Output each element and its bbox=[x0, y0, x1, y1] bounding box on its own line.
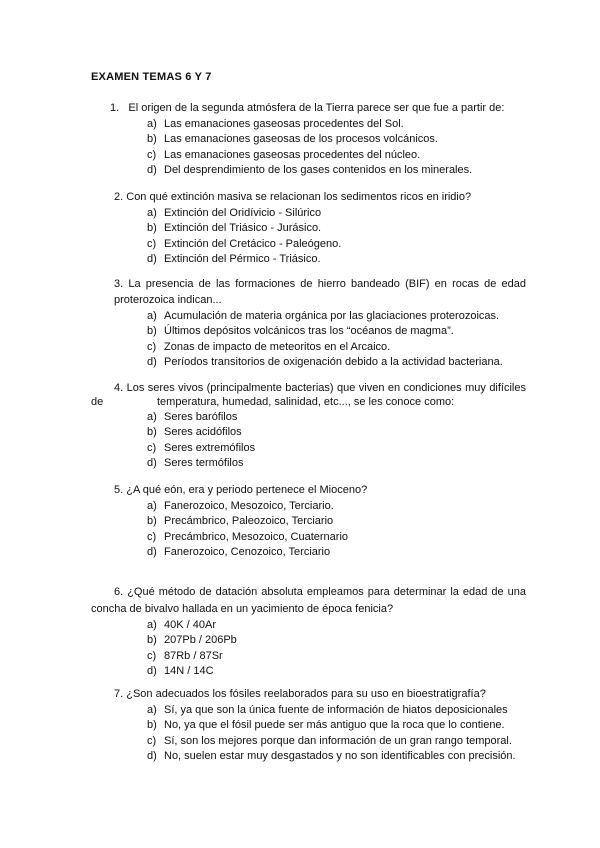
option-d: d) Seres termófilos bbox=[147, 457, 244, 470]
question-stem bbox=[114, 189, 471, 206]
question-stem bbox=[114, 276, 526, 293]
question-number: 6. bbox=[114, 586, 124, 598]
question-stem bbox=[114, 482, 367, 499]
option-d: d) Extinción del Pérmico - Triásico. bbox=[147, 253, 321, 266]
question-stem bbox=[114, 584, 526, 601]
question-number: 2. bbox=[114, 191, 124, 203]
option-b: b) No, ya que el fósil puede ser más antiguo que la roca que lo contiene. bbox=[147, 719, 505, 732]
option-b: b) 207Pb / 206Pb bbox=[147, 634, 237, 647]
option-a: a) 40K / 40Ar bbox=[147, 619, 216, 631]
options-list bbox=[147, 618, 237, 680]
options-list bbox=[147, 410, 255, 472]
option-a: a) Fanerozoico, Mesozoico, Terciario. bbox=[147, 500, 334, 512]
question-stem bbox=[110, 100, 504, 117]
question-number: 3. bbox=[114, 278, 124, 290]
option-c: c) Precámbrico, Mesozoico, Cuaternario bbox=[147, 530, 349, 543]
question-text: El origen de la segunda atmósfera de la Tierra parece ser que fue a partir de: bbox=[128, 102, 505, 114]
option-b: b) Últimos depósitos volcánicos tras los “océanos de magma”. bbox=[147, 325, 454, 338]
question-text: ¿Son adecuados los fósiles reelaborados para su uso en bioestratigrafía? bbox=[126, 688, 486, 700]
option-c: c) Las emanaciones gaseosas procedentes del núcleo. bbox=[147, 148, 421, 161]
question-text: Con qué extinción masiva se relacionan los sedimentos ricos en iridio? bbox=[126, 191, 472, 203]
option-b: b) Extinción del Triásico - Jurásico. bbox=[147, 222, 322, 235]
option-a: a) Sí, ya que son la única fuente de información de hiatos deposicionales bbox=[147, 704, 508, 716]
options-list bbox=[147, 703, 516, 765]
options-list bbox=[147, 499, 348, 561]
question-stem-continuation: concha de bivalvo hallada en un yacimiento de época fenicia? bbox=[91, 603, 394, 615]
question-text: Los seres vivos (principalmente bacterias) que viven en condiciones muy difíciles bbox=[126, 382, 526, 394]
option-b: b) Las emanaciones gaseosas de los procesos volcánicos. bbox=[147, 133, 438, 146]
option-b: b) Seres acidófilos bbox=[147, 426, 242, 439]
question-number: 4. bbox=[114, 382, 124, 394]
exam-title: EXAMEN TEMAS 6 Y 7 bbox=[91, 71, 212, 83]
question-stem bbox=[114, 380, 526, 397]
options-list bbox=[147, 117, 472, 179]
question-text: ¿A qué eón, era y periodo pertenece el Mioceno? bbox=[126, 484, 368, 496]
option-b: b) Precámbrico, Paleozoico, Terciario bbox=[147, 515, 334, 528]
option-d: d) Fanerozoico, Cenozoico, Terciario bbox=[147, 546, 331, 559]
option-d: d) Del desprendimiento de los gases contenidos en los minerales. bbox=[147, 164, 473, 177]
question-stem-continuation: proterozoica indican... bbox=[114, 294, 222, 306]
option-c: c) Sí, son los mejores porque dan información de un gran rango temporal. bbox=[147, 734, 512, 747]
option-c: c) 87Rb / 87Sr bbox=[147, 649, 223, 662]
question-number: 1. bbox=[110, 102, 120, 114]
options-list bbox=[147, 206, 341, 268]
option-a: a) Seres barófilos bbox=[147, 411, 238, 423]
option-d: d) 14N / 14C bbox=[147, 665, 214, 678]
option-d: d) Períodos transitorios de oxigenación debido a la actividad bacteriana. bbox=[147, 356, 503, 369]
option-c: c) Zonas de impacto de meteoritos en el Arcaico. bbox=[147, 340, 391, 353]
options-list bbox=[147, 309, 503, 371]
option-a: a) Las emanaciones gaseosas procedentes del Sol. bbox=[147, 118, 404, 130]
question-number: 5. bbox=[114, 484, 124, 496]
question-stem-continuation-b: temperatura, humedad, salinidad, etc..., se les conoce como: bbox=[157, 396, 455, 408]
question-stem bbox=[114, 686, 486, 703]
option-c: c) Extinción del Cretácico - Paleógeno. bbox=[147, 237, 342, 250]
question-number: 7. bbox=[114, 688, 124, 700]
question-stem-continuation-a: de bbox=[91, 396, 104, 408]
question-text: ¿Qué método de datación absoluta empleamos para determinar la edad de una bbox=[127, 586, 526, 598]
option-a: a) Extinción del Oridívicio - Silúrico bbox=[147, 207, 322, 219]
option-a: a) Acumulación de materia orgánica por las glaciaciones proterozoicas. bbox=[147, 310, 500, 322]
question-text: La presencia de las formaciones de hierro bandeado (BIF) en rocas de edad bbox=[128, 278, 526, 290]
option-c: c) Seres extremófilos bbox=[147, 441, 256, 454]
option-d: d) No, suelen estar muy desgastados y no son identificables con precisión. bbox=[147, 750, 516, 763]
